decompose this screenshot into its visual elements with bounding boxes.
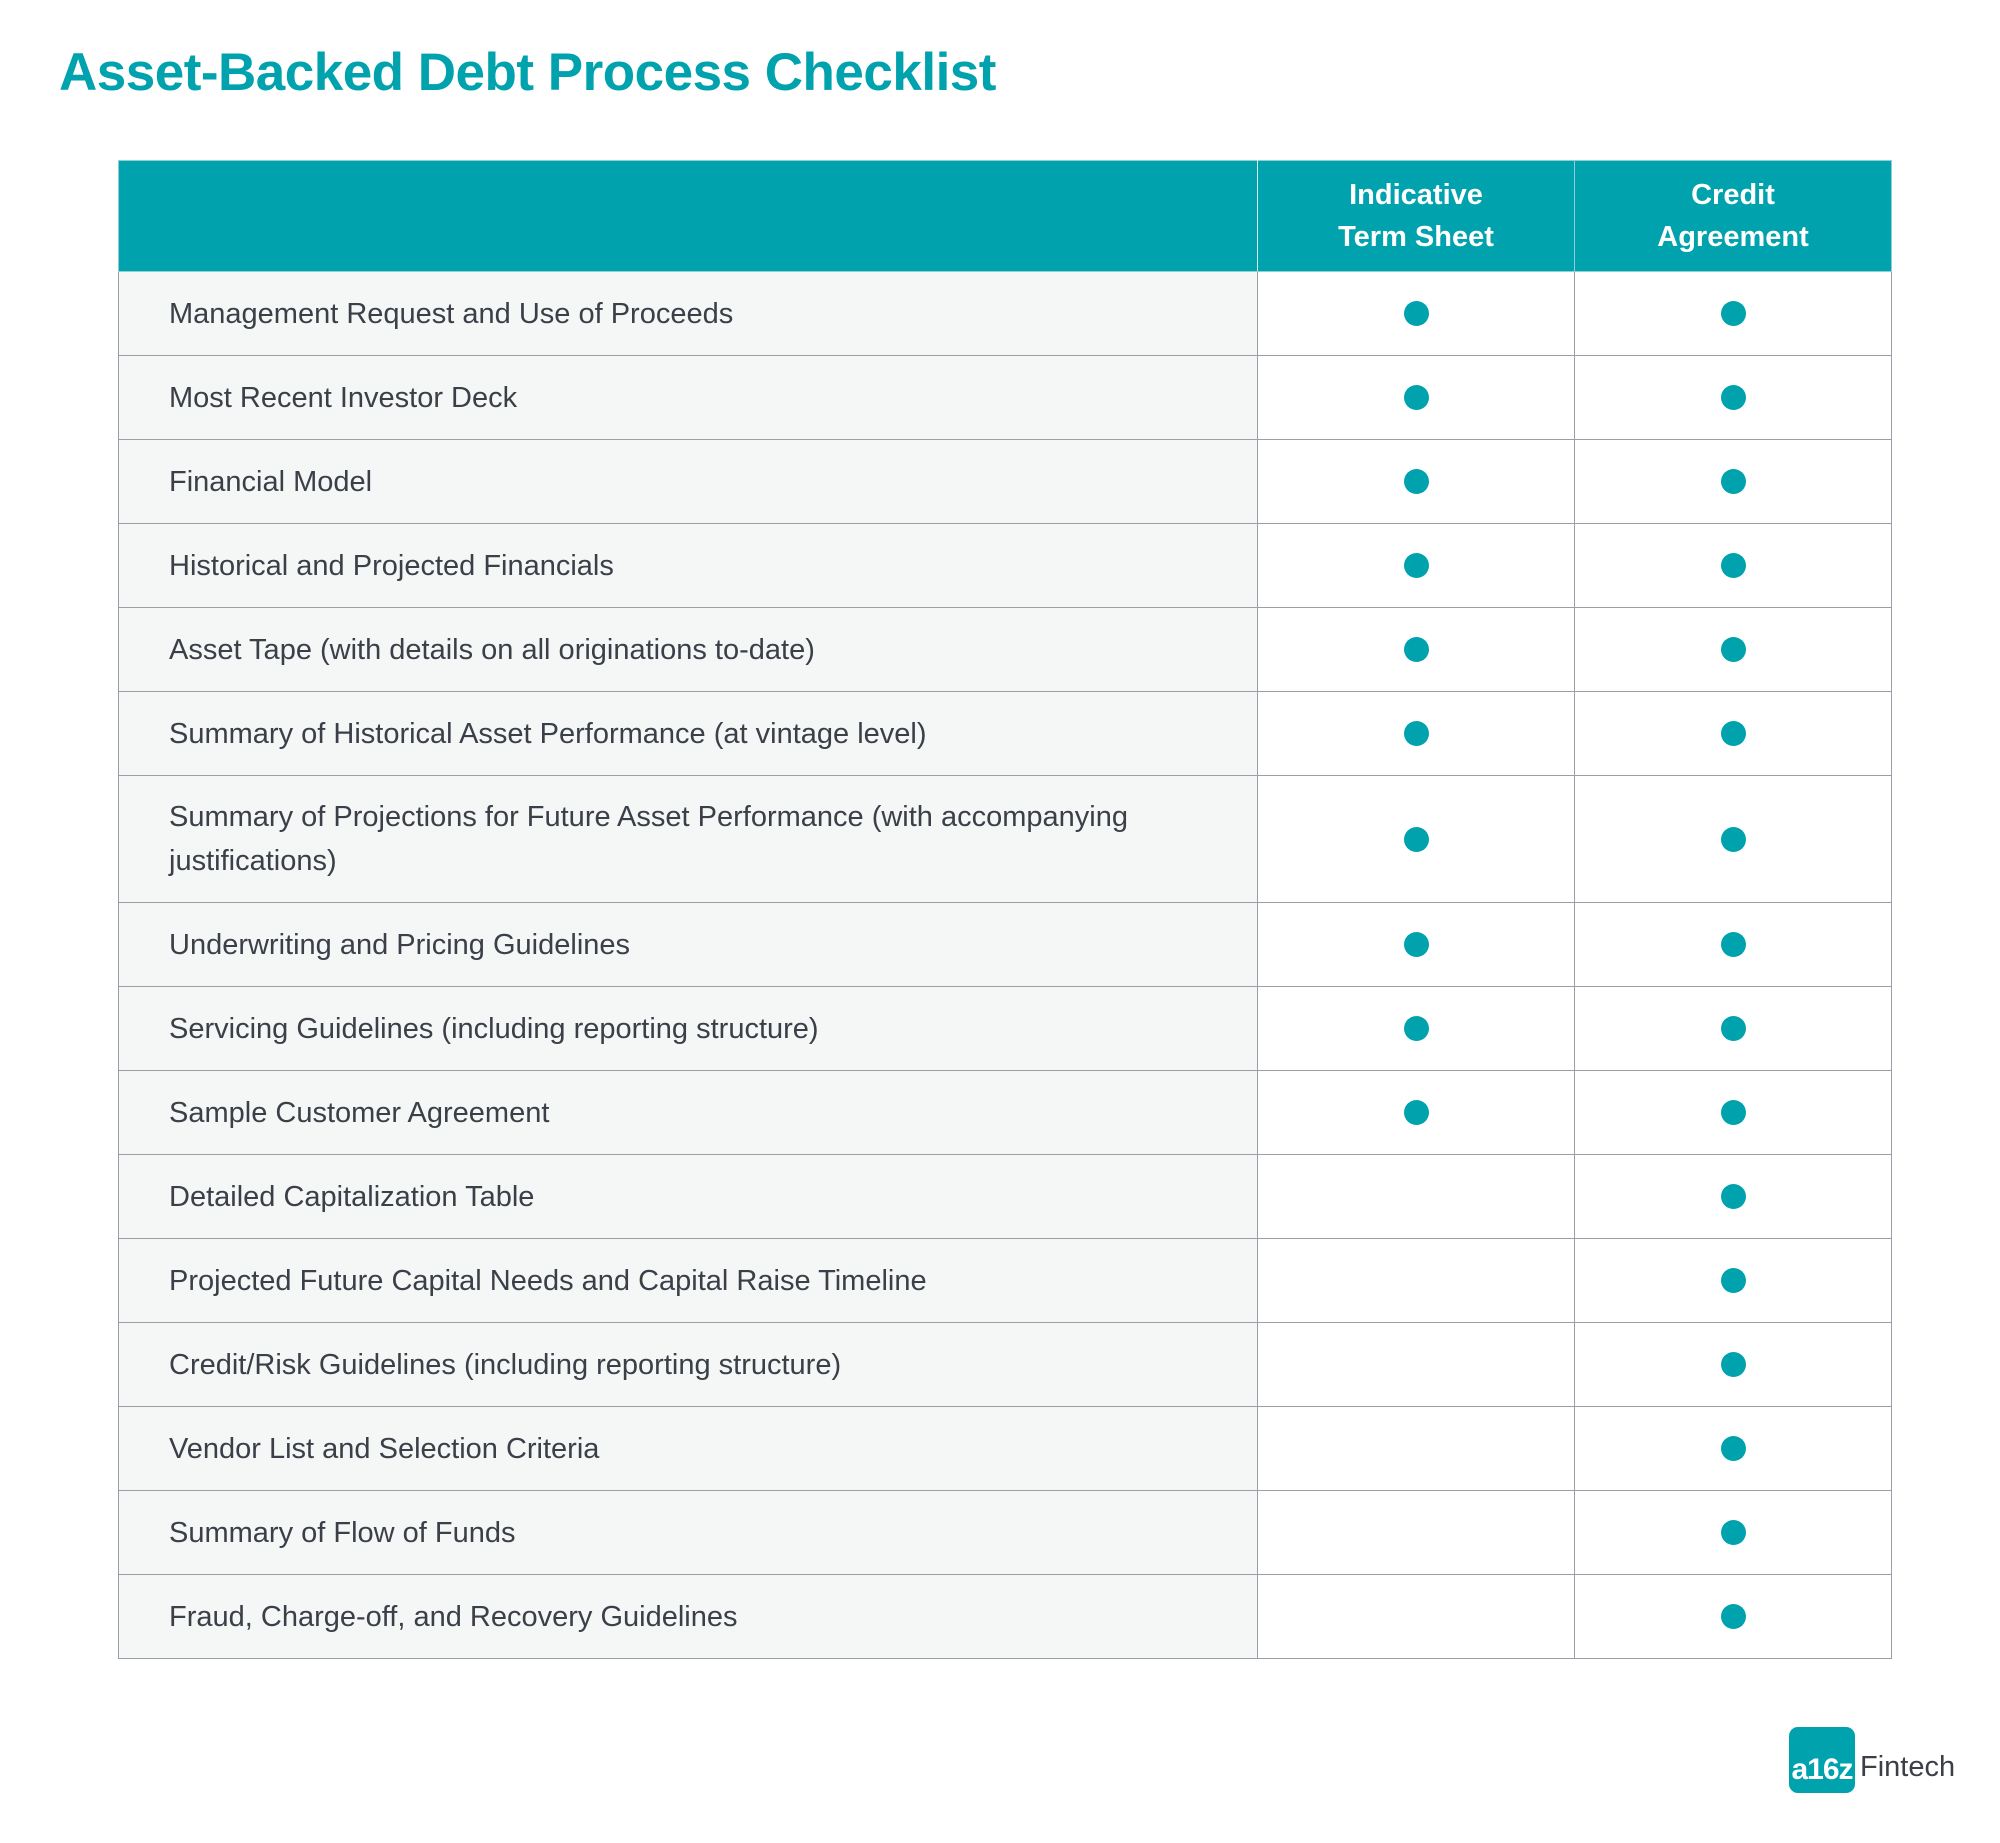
row-item-label: Financial Model	[119, 440, 1258, 524]
required-dot-icon	[1721, 1100, 1746, 1125]
required-dot-icon	[1404, 385, 1429, 410]
required-dot-icon	[1721, 827, 1746, 852]
header-row	[119, 161, 1892, 272]
term-sheet-cell	[1258, 608, 1575, 692]
row-item-label: Underwriting and Pricing Guidelines	[119, 903, 1258, 987]
credit-agreement-cell	[1575, 1575, 1892, 1659]
table-row	[119, 1575, 1892, 1659]
credit-agreement-cell	[1575, 1407, 1892, 1491]
brand-logo	[1789, 1727, 1955, 1793]
table-row	[119, 524, 1892, 608]
required-dot-icon	[1721, 1184, 1746, 1209]
credit-agreement-cell	[1575, 1155, 1892, 1239]
row-item-label: Servicing Guidelines (including reporting structure)	[119, 987, 1258, 1071]
term-sheet-cell	[1258, 1071, 1575, 1155]
term-sheet-cell	[1258, 987, 1575, 1071]
row-item-label: Sample Customer Agreement	[119, 1071, 1258, 1155]
required-dot-icon	[1404, 469, 1429, 494]
row-item-label: Detailed Capitalization Table	[119, 1155, 1258, 1239]
term-sheet-cell	[1258, 1155, 1575, 1239]
required-dot-icon	[1404, 932, 1429, 957]
header-item	[119, 161, 1258, 272]
table-row	[119, 1071, 1892, 1155]
term-sheet-cell	[1258, 776, 1575, 903]
table-row	[119, 272, 1892, 356]
required-dot-icon	[1721, 553, 1746, 578]
header-credit-agreement	[1575, 161, 1892, 272]
term-sheet-cell	[1258, 1323, 1575, 1407]
row-item-label: Projected Future Capital Needs and Capital Raise Timeline	[119, 1239, 1258, 1323]
required-dot-icon	[1404, 827, 1429, 852]
credit-agreement-cell	[1575, 1239, 1892, 1323]
term-sheet-cell	[1258, 524, 1575, 608]
header-credit-agreement-line2: Agreement	[1657, 221, 1809, 253]
credit-agreement-cell	[1575, 987, 1892, 1071]
required-dot-icon	[1721, 1268, 1746, 1293]
required-dot-icon	[1721, 637, 1746, 662]
table-row	[119, 776, 1892, 903]
required-dot-icon	[1721, 301, 1746, 326]
table-row	[119, 1239, 1892, 1323]
required-dot-icon	[1721, 1436, 1746, 1461]
required-dot-icon	[1721, 1352, 1746, 1377]
table-row	[119, 440, 1892, 524]
credit-agreement-cell	[1575, 1071, 1892, 1155]
row-item-label: Historical and Projected Financials	[119, 524, 1258, 608]
credit-agreement-cell	[1575, 1323, 1892, 1407]
credit-agreement-cell	[1575, 440, 1892, 524]
required-dot-icon	[1721, 1520, 1746, 1545]
credit-agreement-cell	[1575, 608, 1892, 692]
a16z-badge: a16z	[1789, 1727, 1855, 1793]
required-dot-icon	[1721, 721, 1746, 746]
row-item-label: Summary of Flow of Funds	[119, 1491, 1258, 1575]
required-dot-icon	[1721, 932, 1746, 957]
table-row	[119, 1155, 1892, 1239]
header-term-sheet	[1258, 161, 1575, 272]
required-dot-icon	[1404, 301, 1429, 326]
row-item-label: Most Recent Investor Deck	[119, 356, 1258, 440]
required-dot-icon	[1404, 721, 1429, 746]
table-row	[119, 987, 1892, 1071]
table-row	[119, 903, 1892, 987]
row-item-label: Summary of Projections for Future Asset Performance (with accompanying justifications)	[119, 776, 1258, 903]
page-title: Asset-Backed Debt Process Checklist	[59, 43, 996, 102]
table-row	[119, 1323, 1892, 1407]
term-sheet-cell	[1258, 1239, 1575, 1323]
required-dot-icon	[1404, 553, 1429, 578]
credit-agreement-cell	[1575, 692, 1892, 776]
credit-agreement-cell	[1575, 272, 1892, 356]
row-item-label: Asset Tape (with details on all originations to-date)	[119, 608, 1258, 692]
row-item-label: Management Request and Use of Proceeds	[119, 272, 1258, 356]
required-dot-icon	[1721, 1016, 1746, 1041]
required-dot-icon	[1404, 637, 1429, 662]
credit-agreement-cell	[1575, 776, 1892, 903]
credit-agreement-cell	[1575, 524, 1892, 608]
required-dot-icon	[1721, 1604, 1746, 1629]
header-credit-agreement-line1: Credit	[1691, 179, 1775, 211]
term-sheet-cell	[1258, 1407, 1575, 1491]
term-sheet-cell	[1258, 356, 1575, 440]
row-item-label: Credit/Risk Guidelines (including reporting structure)	[119, 1323, 1258, 1407]
row-item-label: Summary of Historical Asset Performance (at vintage level)	[119, 692, 1258, 776]
table-row	[119, 692, 1892, 776]
required-dot-icon	[1404, 1016, 1429, 1041]
credit-agreement-cell	[1575, 1491, 1892, 1575]
table-row	[119, 356, 1892, 440]
table-row	[119, 1407, 1892, 1491]
checklist-table	[118, 160, 1892, 1659]
term-sheet-cell	[1258, 1575, 1575, 1659]
required-dot-icon	[1721, 469, 1746, 494]
credit-agreement-cell	[1575, 903, 1892, 987]
required-dot-icon	[1721, 385, 1746, 410]
table-row	[119, 608, 1892, 692]
header-term-sheet-line2: Term Sheet	[1338, 221, 1494, 253]
term-sheet-cell	[1258, 903, 1575, 987]
required-dot-icon	[1404, 1100, 1429, 1125]
row-item-label: Vendor List and Selection Criteria	[119, 1407, 1258, 1491]
term-sheet-cell	[1258, 272, 1575, 356]
term-sheet-cell	[1258, 692, 1575, 776]
brand-text: Fintech	[1860, 1750, 1956, 1783]
term-sheet-cell	[1258, 1491, 1575, 1575]
credit-agreement-cell	[1575, 356, 1892, 440]
term-sheet-cell	[1258, 440, 1575, 524]
header-term-sheet-line1: Indicative	[1349, 179, 1483, 211]
row-item-label: Fraud, Charge-off, and Recovery Guidelines	[119, 1575, 1258, 1659]
table-row	[119, 1491, 1892, 1575]
